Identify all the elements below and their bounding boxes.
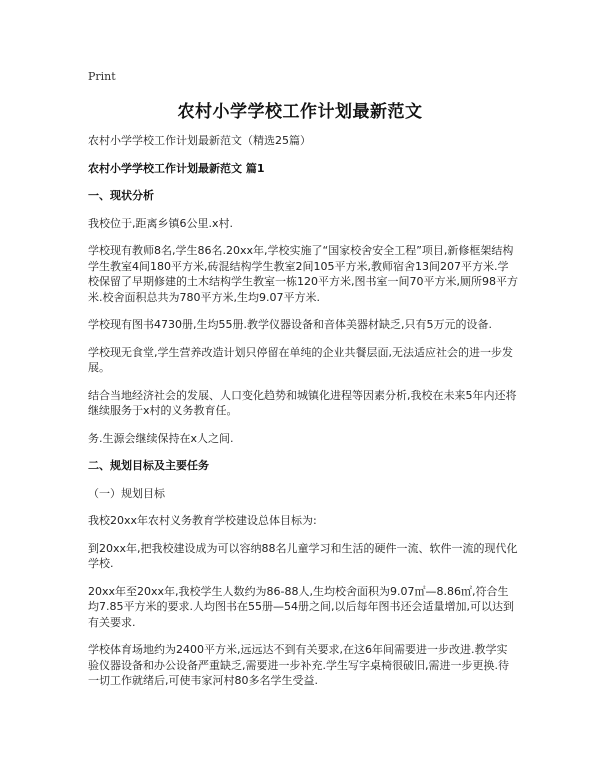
print-label: Print <box>88 70 116 83</box>
paragraph-student-projection: 20xx年至20xx年,我校学生人数约为86-88人,生均校舍面积为9.07㎡—8.86㎡,符合生均7.85平方米的要求.人均图书在55册—54册之间,以后每年图书还会适量增加,可以达到有关要求. <box>88 584 514 629</box>
article-heading: 农村小学学校工作计划最新范文 篇1 <box>88 161 265 175</box>
paragraph-enrollment: 务.生源会继续保持在x人之间. <box>88 431 234 445</box>
section-heading-goals: 二、规划目标及主要任务 <box>88 459 209 472</box>
paragraph-staff-buildings: 学校现有教师8名,学生86名.20xx年,学校实施了“国家校舍安全工程”项目,新修框架结构学生教室4间180平方米,砖混结构学生教室2间105平方米,教师宿舍13间207平方米.学校保留了早期修建的土木结构学生教室一栋120平方米,图书室一间70平方米,厕所98平方米.校舍面积总共为780平方米,生均9.07平方米. <box>88 244 518 304</box>
paragraph-location: 我校位于,距离乡镇6公里.x村. <box>88 216 233 230</box>
paragraph-canteen: 学校现无食堂,学生营养改造计划只停留在单纯的企业共餐层面,无法适应社会的进一步发展。 <box>88 345 513 374</box>
document-body <box>88 133 518 701</box>
paragraph-books-equipment: 学校现有图书4730册,生均55册.教学仪器设备和音体美器材缺乏,只有5万元的设备. <box>88 318 492 331</box>
section-heading-status: 一、现状分析 <box>88 189 154 202</box>
page-title: 农村小学学校工作计划最新范文 <box>177 102 423 122</box>
paragraph-overall-goal: 我校20xx年农村义务教育学校建设总体目标为: <box>88 514 317 527</box>
paragraph-modernization: 到20xx年,把我校建设成为可以容纳88名儿童学习和生活的硬件一流、软件一流的现代化学校. <box>88 541 518 570</box>
subtitle: 农村小学学校工作计划最新范文（精选25篇） <box>88 134 311 147</box>
paragraph-facilities: 学校体育场地约为2400平方米,远远达不到有关要求,在这6年间需要进一步改进.教学实验仪器设备和办公设备严重缺乏,需要进一步补充.学生写字桌椅很破旧,需进一步更换.待一切工作就绪后,可使韦家河村80多名学生受益. <box>88 643 509 687</box>
paragraph-outlook: 结合当地经济社会的发展、人口变化趋势和城镇化进程等因素分析,我校在未来5年内还将继续服务于x村的义务教育任。 <box>88 388 517 417</box>
subsection-heading-goals: （一）规划目标 <box>88 486 165 500</box>
